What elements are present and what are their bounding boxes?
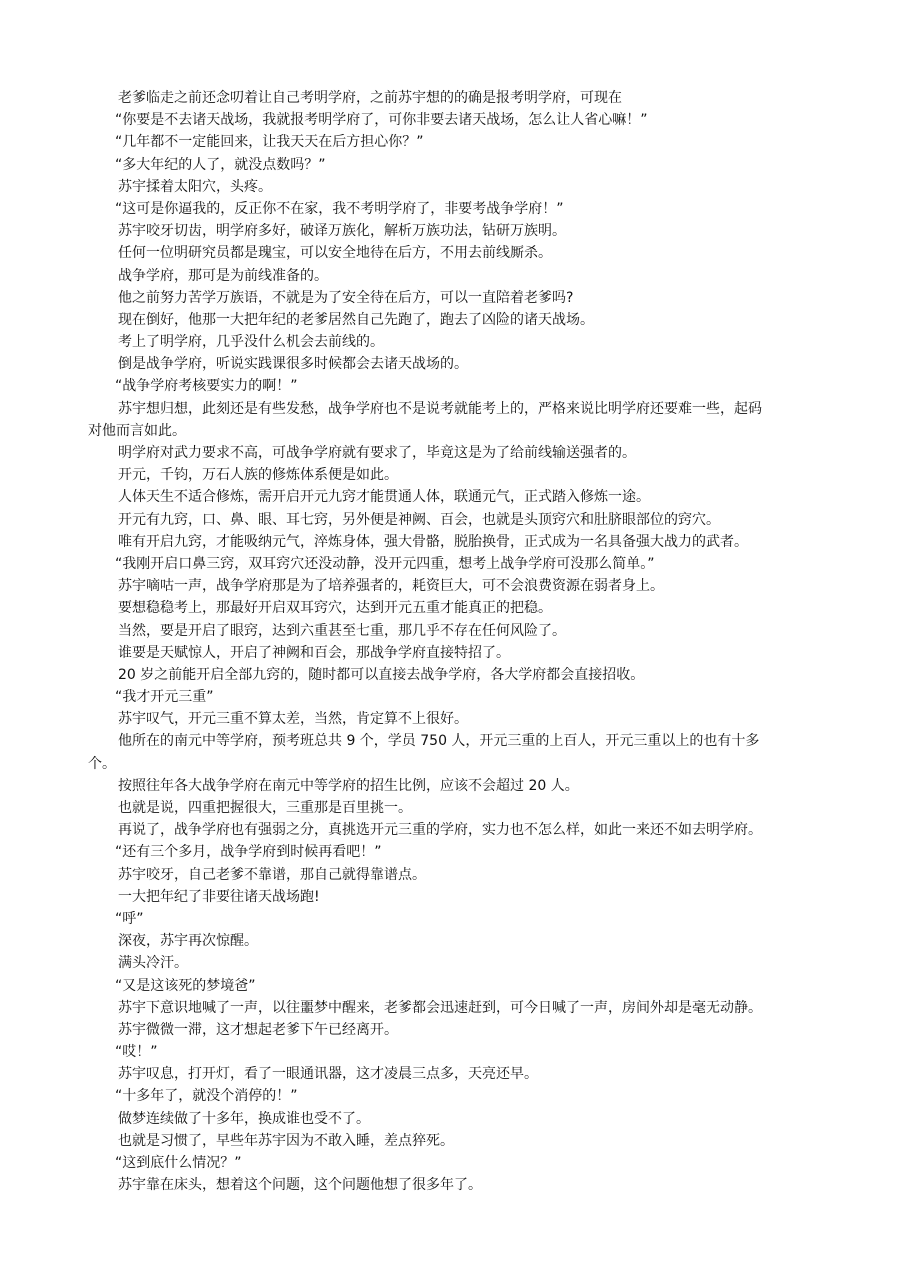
paragraph-line: 当然，要是开启了眼窍，达到六重甚至七重，那几乎不存在任何风险了。 (118, 622, 566, 639)
paragraph-line: 苏宇靠在床头，想着这个问题，这个问题他想了很多年了。 (118, 1177, 482, 1194)
paragraph-line: 老爹临走之前还念叨着让自己考明学府，之前苏宇想的的确是报考明学府，可现在 (118, 90, 622, 106)
document-page (88, 87, 828, 1196)
paragraph-line: 做梦连续做了十多年，换成谁也受不了。 (118, 1110, 370, 1127)
paragraph-line: “我刚开启口鼻三窍，双耳窍穴还没动静，没开元四重，想考上战争学府可没那么简单。” (115, 555, 655, 572)
paragraph-line: 个。 (88, 755, 116, 772)
paragraph-line: “又是这该死的梦境爸” (115, 977, 256, 994)
paragraph-line: “呼” (115, 910, 144, 927)
paragraph-line: 任何一位明研究员都是瑰宝，可以安全地待在后方，不用去前线厮杀。 (118, 245, 552, 262)
paragraph-line: “这到底什么情况？” (115, 1155, 242, 1171)
paragraph-line: 再说了，战争学府也有强弱之分，真挑选开元三重的学府，实力也不怎么样，如此一来还不如去明学府。 (118, 822, 762, 839)
paragraph-line: 苏宇微微一滞，这才想起老爹下午已经离开。 (118, 1021, 398, 1038)
paragraph-line: 唯有开启九窍，才能吸纳元气，淬炼身体，强大骨骼，脱胎换骨，正式成为一名具备强大战力的武者。 (118, 533, 748, 550)
paragraph-line: 要想稳稳考上，那最好开启双耳窍穴，达到开元五重才能真正的把稳。 (118, 600, 552, 617)
paragraph-line: 深夜，苏宇再次惊醒。 (118, 933, 258, 950)
paragraph-line: 也就是说，四重把握很大，三重那是百里挑一。 (118, 800, 412, 816)
paragraph-line: “多大年纪的人了，就没点数吗？” (115, 156, 326, 173)
paragraph-line: 苏宇想归想，此刻还是有些发愁，战争学府也不是说考就能考上的，严格来说比明学府还要难一些，起码 (118, 400, 762, 417)
paragraph-line: “十多年了，就没个消停的！” (115, 1088, 298, 1105)
paragraph-line: 苏宇下意识地喊了一声，以往噩梦中醒来，老爹都会迅速赶到，可今日喊了一声，房间外却是毫无动静。 (118, 999, 762, 1016)
paragraph-line: 满头冷汗。 (118, 955, 188, 972)
paragraph-line: 他所在的南元中等学府，预考班总共 9 个，学员 750 人，开元三重的上百人，开元三重以上的也有十多 (118, 733, 760, 750)
paragraph-line: 20 岁之前能开启全部九窍的，随时都可以直接去战争学府，各大学府都会直接招收。 (118, 666, 645, 683)
paragraph-line: 对他而言如此。 (88, 422, 186, 439)
paragraph-line: “这可是你逼我的，反正你不在家，我不考明学府了，非要考战争学府！” (115, 200, 564, 217)
paragraph-line: 一大把年纪了非要往诸天战场跑! (118, 888, 320, 905)
paragraph-line: 苏宇咬牙，自己老爹不靠谱，那自己就得靠谱点。 (118, 866, 426, 883)
paragraph-line: 现在倒好，他那一大把年纪的老爹居然自己先跑了，跑去了凶险的诸天战场。 (118, 311, 594, 328)
paragraph-line: 苏宇嘀咕一声，战争学府那是为了培养强者的，耗资巨大，可不会浪费资源在弱者身上。 (118, 578, 664, 595)
paragraph-line: 按照往年各大战争学府在南元中等学府的招生比例，应该不会超过 20 人。 (118, 777, 579, 794)
paragraph-line: 也就是习惯了，早些年苏宇因为不敢入睡，差点猝死。 (118, 1132, 454, 1149)
paragraph-line: 考上了明学府，几乎没什么机会去前线的。 (118, 334, 384, 351)
paragraph-line: 苏宇咬牙切齿，明学府多好，破译万族化，解析万族功法，钻研万族明。 (118, 223, 566, 240)
paragraph-line: 倒是战争学府，听说实践课很多时候都会去诸天战场的。 (118, 356, 468, 373)
paragraph-line: “你要是不去诸天战场，我就报考明学府了，可你非要去诸天战场，怎么让人省心嘛！” (115, 112, 648, 129)
paragraph-line: 人体天生不适合修炼，需开启开元九窍才能贯通人体，联通元气，正式踏入修炼一途。 (118, 489, 650, 506)
paragraph-line: 他之前努力苦学万族语，不就是为了安全待在后方，可以一直陪着老爹吗? (118, 289, 574, 306)
paragraph-line: 开元有九窍，口、鼻、眼、耳七窍，另外便是神阙、百会，也就是头顶窍穴和肚脐眼部位的窍穴。 (118, 511, 720, 528)
paragraph-line: “还有三个多月，战争学府到时候再看吧！” (115, 844, 382, 861)
paragraph-line: “哎！” (115, 1044, 158, 1061)
paragraph-line: “我才开元三重” (115, 689, 214, 706)
paragraph-line: “战争学府考核要实力的啊！” (115, 378, 298, 395)
paragraph-line: 苏宇揉着太阳穴，头疼。 (118, 178, 272, 195)
paragraph-line: 苏宇叹息，打开灯，看了一眼通讯器，这才凌晨三点多，天亮还早。 (118, 1066, 538, 1083)
paragraph-line: 苏宇叹气，开元三重不算太差，当然，肯定算不上很好。 (118, 711, 468, 728)
paragraph-line: 谁要是天赋惊人，开启了神阙和百会，那战争学府直接特招了。 (118, 644, 510, 661)
paragraph-line: 明学府对武力要求不高，可战争学府就有要求了，毕竟这是为了给前线输送强者的。 (118, 445, 636, 461)
paragraph-line: 战争学府，那可是为前线准备的。 (118, 267, 328, 284)
paragraph-line: 开元，千钧，万石人族的修炼体系便是如此。 (118, 467, 398, 484)
paragraph-line: “几年都不一定能回来，让我天天在后方担心你？” (115, 134, 424, 151)
